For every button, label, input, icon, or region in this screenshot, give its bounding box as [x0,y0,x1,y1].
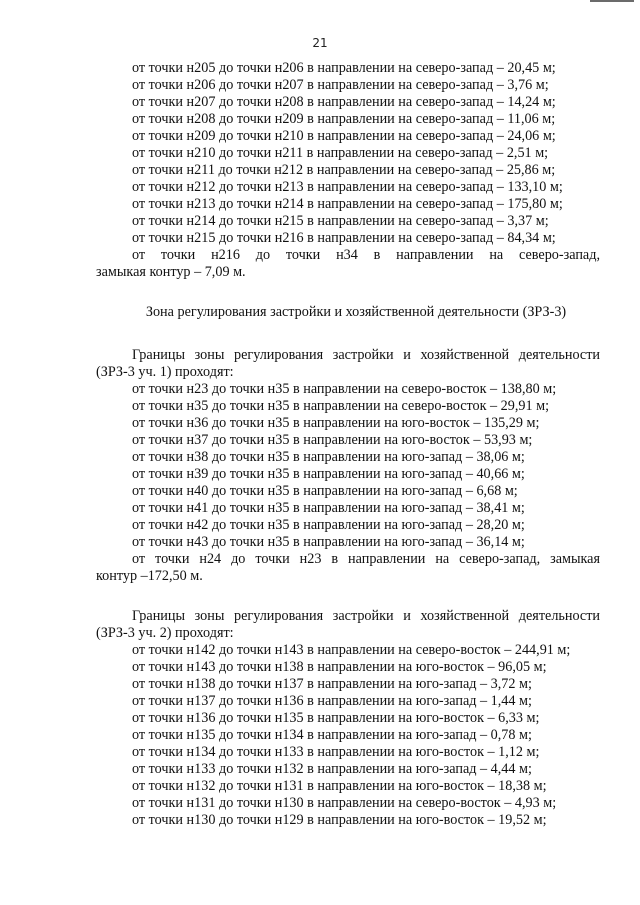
boundary-line: от точки н210 до точки н211 в направлении на северо-запад – 2,51 м; [132,145,549,161]
boundary-line: от точки н211 до точки н212 в направлении на северо-запад – 25,86 м; [132,162,556,178]
boundary-line: от точки н214 до точки н215 в направлении на северо-запад – 3,37 м; [132,213,549,229]
boundary-line: от точки н23 до точки н35 в направлении на северо-восток – 138,80 м; [132,381,557,397]
boundary-line: от точки н206 до точки н207 в направлении на северо-запад – 3,76 м; [132,77,549,93]
section-intro-continuation: (ЗРЗ-3 уч. 2) проходят: [96,625,234,641]
boundary-line: от точки н136 до точки н135 в направлении на юго-восток – 6,33 м; [132,710,540,726]
boundary-line: от точки н37 до точки н35 в направлении на юго-восток – 53,93 м; [132,432,533,448]
boundary-line: от точки н207 до точки н208 в направлении на северо-запад – 14,24 м; [132,94,556,110]
closing-line: от точки н24 до точки н23 в направлении на северо-запад, замыкая [132,551,600,567]
zone-heading: Зона регулирования застройки и хозяйственной деятельности (ЗРЗ-3) [145,304,567,320]
boundary-list-block1 [96,60,600,281]
boundary-line: от точки н40 до точки н35 в направлении на юго-запад – 6,68 м; [132,483,518,499]
boundary-line: от точки н131 до точки н130 в направлении на северо-восток – 4,93 м; [132,795,557,811]
boundary-line: от точки н205 до точки н206 в направлении на северо-запад – 20,45 м; [132,60,556,76]
section-zrz3-uch1 [96,347,600,585]
section-zrz3-uch2 [96,608,600,829]
boundary-line: от точки н38 до точки н35 в направлении на юго-запад – 38,06 м; [132,449,525,465]
document-body [96,60,600,829]
boundary-line: от точки н215 до точки н216 в направлении на северо-запад – 84,34 м; [132,230,556,246]
boundary-line: от точки н133 до точки н132 в направлении на юго-запад – 4,44 м; [132,761,532,777]
boundary-line: от точки н142 до точки н143 в направлении на северо-восток – 244,91 м; [132,642,571,658]
boundary-line: от точки н39 до точки н35 в направлении на юго-запад – 40,66 м; [132,466,525,482]
boundary-line: от точки н208 до точки н209 в направлении на северо-запад – 11,06 м; [132,111,556,127]
boundary-line: от точки н42 до точки н35 в направлении на юго-запад – 28,20 м; [132,517,525,533]
boundary-line: от точки н130 до точки н129 в направлении на юго-восток – 19,52 м; [132,812,547,828]
boundary-line: от точки н36 до точки н35 в направлении на юго-восток – 135,29 м; [132,415,540,431]
closing-line-continuation: контур –172,50 м. [96,568,203,584]
section-intro: Границы зоны регулирования застройки и хозяйственной деятельности [132,608,600,624]
boundary-line: от точки н213 до точки н214 в направлении на северо-запад – 175,80 м; [132,196,563,212]
section-intro-continuation: (ЗРЗ-3 уч. 1) проходят: [96,364,234,380]
boundary-line: от точки н35 до точки н35 в направлении на северо-восток – 29,91 м; [132,398,550,414]
boundary-line: от точки н212 до точки н213 в направлении на северо-запад – 133,10 м; [132,179,563,195]
boundary-line: от точки н135 до точки н134 в направлении на юго-запад – 0,78 м; [132,727,532,743]
boundary-line: от точки н143 до точки н138 в направлении на юго-восток – 96,05 м; [132,659,547,675]
boundary-line: от точки н138 до точки н137 в направлении на юго-запад – 3,72 м; [132,676,532,692]
boundary-line: от точки н43 до точки н35 в направлении на юго-запад – 36,14 м; [132,534,525,550]
boundary-line: от точки н137 до точки н136 в направлении на юго-запад – 1,44 м; [132,693,532,709]
boundary-line: от точки н134 до точки н133 в направлении на юго-восток – 1,12 м; [132,744,540,760]
boundary-line: от точки н41 до точки н35 в направлении на юго-запад – 38,41 м; [132,500,525,516]
closing-line-continuation: замыкая контур – 7,09 м. [96,264,246,280]
section-intro: Границы зоны регулирования застройки и хозяйственной деятельности [132,347,600,363]
corner-scan-mark [590,0,634,2]
boundary-line: от точки н209 до точки н210 в направлении на северо-запад – 24,06 м; [132,128,556,144]
closing-line: от точки н216 до точки н34 в направлении на северо-запад, [132,247,600,263]
boundary-line: от точки н132 до точки н131 в направлении на юго-восток – 18,38 м; [132,778,547,794]
page-number: 21 [312,36,328,50]
